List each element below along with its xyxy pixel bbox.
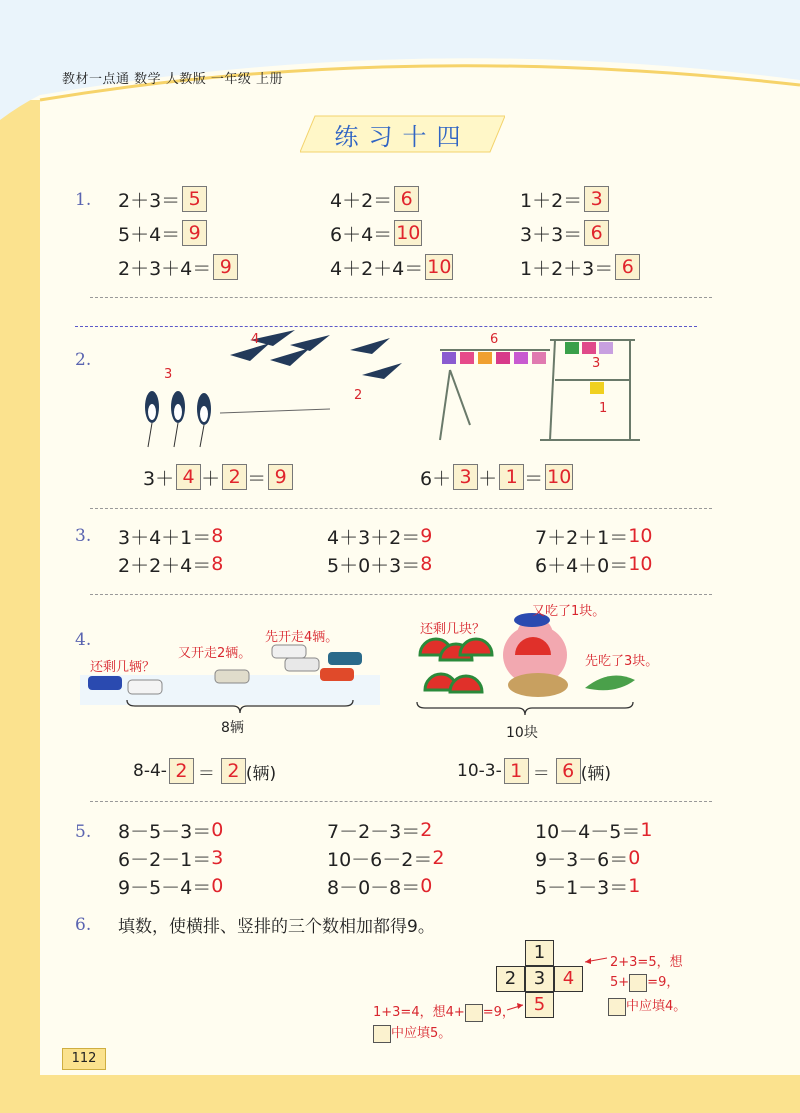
equation: 5－1－3＝ 1 [535,875,641,899]
equation: 7－2－3＝ 2 [327,819,433,843]
equation: 10－4－5＝ 1 [535,819,653,843]
page-number: 112 [62,1048,106,1070]
book-header: 教材一点通 数学 人教版 一年级 上册 [62,72,284,87]
answer-text: 0 [628,847,641,869]
grid-cell-left[interactable]: 2 [496,966,525,992]
total-brace [125,698,355,714]
answer-box[interactable]: 10 [427,256,452,278]
answer-text: 1 [640,819,653,841]
blank-box-icon [465,1004,483,1022]
speech-bubble: 还剩几辆？ [90,660,156,675]
q1-col3 [520,185,640,281]
equation: 6＋4＋0＝ 10 [535,553,653,577]
equation: 3＋4＋1＝ 8 [118,525,224,549]
equation: 10－6－2＝ 2 [327,847,445,871]
swallows-illustration [130,315,410,455]
equation: 4＋2＋4＝ 10 [330,256,452,280]
divider [90,801,712,802]
question-number-1: 1. [75,190,92,210]
answer-text: 9 [420,525,433,547]
answer-text: 8 [420,553,433,575]
answer-box[interactable]: 10 [396,222,421,244]
divider [90,594,712,595]
q2-left-equation: 3＋ 4 ＋ 2 ＝ 9 [143,463,293,491]
answer-text: 8 [211,525,224,547]
answer-box[interactable]: 5 [182,186,207,212]
divider [90,508,712,509]
answer-box[interactable]: 6 [394,186,419,212]
q1-col2 [330,185,453,281]
speech-bubble: 先吃了3块。 [585,654,659,669]
divider [90,297,712,298]
blank-box-icon [608,998,626,1016]
answer-text: 0 [211,819,224,841]
answer-text: 0 [211,875,224,897]
equation: 4＋2＝ 6 [330,185,453,213]
equation: 1＋2＋3＝ 6 [520,253,640,281]
total-brace [415,700,635,716]
hint-left-line2: 中应填5。 [373,1022,451,1043]
equation: 2＋3＋4＝ 9 [118,253,238,281]
answer-text: 3 [211,847,224,869]
equation: 5＋4＝ 9 [118,219,238,247]
arriving-count-label: 2 [354,388,363,403]
speech-bubble: 又开走2辆。 [178,646,252,661]
q1-col1 [118,185,238,281]
grid-cell-bottom[interactable]: 5 [525,992,554,1018]
answer-text: 1 [628,875,641,897]
q5-col2 [327,816,444,900]
answer-text: 10 [628,525,653,547]
grid-cell-top[interactable]: 1 [525,940,554,966]
answer-box[interactable]: 2 [221,758,246,784]
answer-text: 2 [432,847,445,869]
question-number-4: 4. [75,630,92,650]
answer-box[interactable]: 2 [169,758,194,784]
q3-col1 [118,522,223,578]
question-number-3: 3. [75,526,92,546]
q4-left-equation: 8-4- 2 ＝ 2 (辆) [133,760,277,784]
answer-box[interactable]: 6 [584,220,609,246]
total-pieces-label: 10块 [506,725,538,741]
speech-bubble: 还剩几块？ [420,622,486,637]
clothes-rack-illustration [430,330,660,455]
q3-col2 [327,522,432,578]
q2-right-equation: 6＋ 3 ＋ 1 ＝ 10 [420,466,572,490]
hint-left-line1: 1+3=4，想4+ =9， [373,1005,515,1020]
total-cars-label: 8辆 [221,720,244,736]
q5-col3 [535,816,652,900]
equation: 7＋2＋1＝ 10 [535,525,653,549]
left-clothes-label: 6 [490,332,499,347]
answer-box[interactable]: 9 [213,254,238,280]
hint-right-line3: 中应填4。 [608,995,686,1016]
answer-box[interactable]: 2 [222,464,247,490]
answer-box[interactable]: 6 [615,254,640,280]
hanging-clothes-label: 1 [599,401,608,416]
q5-col1 [118,816,223,900]
q6-instruction: 填数，使横排、竖排的三个数相加都得9。 [118,917,435,937]
q4-right-equation: 10-3- 1 ＝ 6 (辆) [457,760,611,784]
equation: 4＋3＋2＝ 9 [327,525,433,549]
speech-bubble: 又吃了1块。 [532,604,606,619]
answer-box[interactable]: 4 [176,464,201,490]
equation: 3＋3＝ 6 [520,219,640,247]
grid-cell-center[interactable]: 3 [525,966,554,992]
answer-box[interactable]: 9 [182,220,207,246]
q3-col3 [535,522,652,578]
answer-box[interactable]: 3 [453,464,478,490]
answer-box[interactable]: 1 [499,464,524,490]
equation: 2＋3＝ 5 [118,185,238,213]
question-number-6: 6. [75,915,92,935]
top-clothes-label: 3 [592,356,601,371]
speech-bubble: 先开走4辆。 [265,630,339,645]
answer-box[interactable]: 3 [584,186,609,212]
answer-box[interactable]: 6 [556,758,581,784]
question-number-2: 2. [75,350,92,370]
equation: 8－0－8＝ 0 [327,875,433,899]
answer-text: 0 [420,875,433,897]
flying-count-label: 4 [251,332,260,347]
grid-cell-right[interactable]: 4 [554,966,583,992]
answer-box[interactable]: 1 [504,758,529,784]
hint-right-line1: 2+3=5，想 [610,955,683,970]
equation: 6－2－1＝ 3 [118,847,224,871]
equation: 2＋2＋4＝ 8 [118,553,224,577]
page-title: 练习十四 [334,123,471,151]
answer-box[interactable]: 10 [547,466,572,488]
blank-box-icon [629,974,647,992]
equation: 9－3－6＝ 0 [535,847,641,871]
question-number-5: 5. [75,822,92,842]
equation: 9－5－4＝ 0 [118,875,224,899]
answer-text: 8 [211,553,224,575]
hint-right-line2: 5+ =9， [610,975,680,990]
answer-text: 10 [628,553,653,575]
answer-box[interactable]: 9 [268,464,293,490]
equation: 8－5－3＝ 0 [118,819,224,843]
perched-count-label: 3 [164,367,173,382]
answer-text: 2 [420,819,433,841]
equation: 1＋2＝ 3 [520,185,640,213]
equation: 6＋4＝ 10 [330,222,421,246]
blank-box-icon [373,1025,391,1043]
equation: 5＋0＋3＝ 8 [327,553,433,577]
